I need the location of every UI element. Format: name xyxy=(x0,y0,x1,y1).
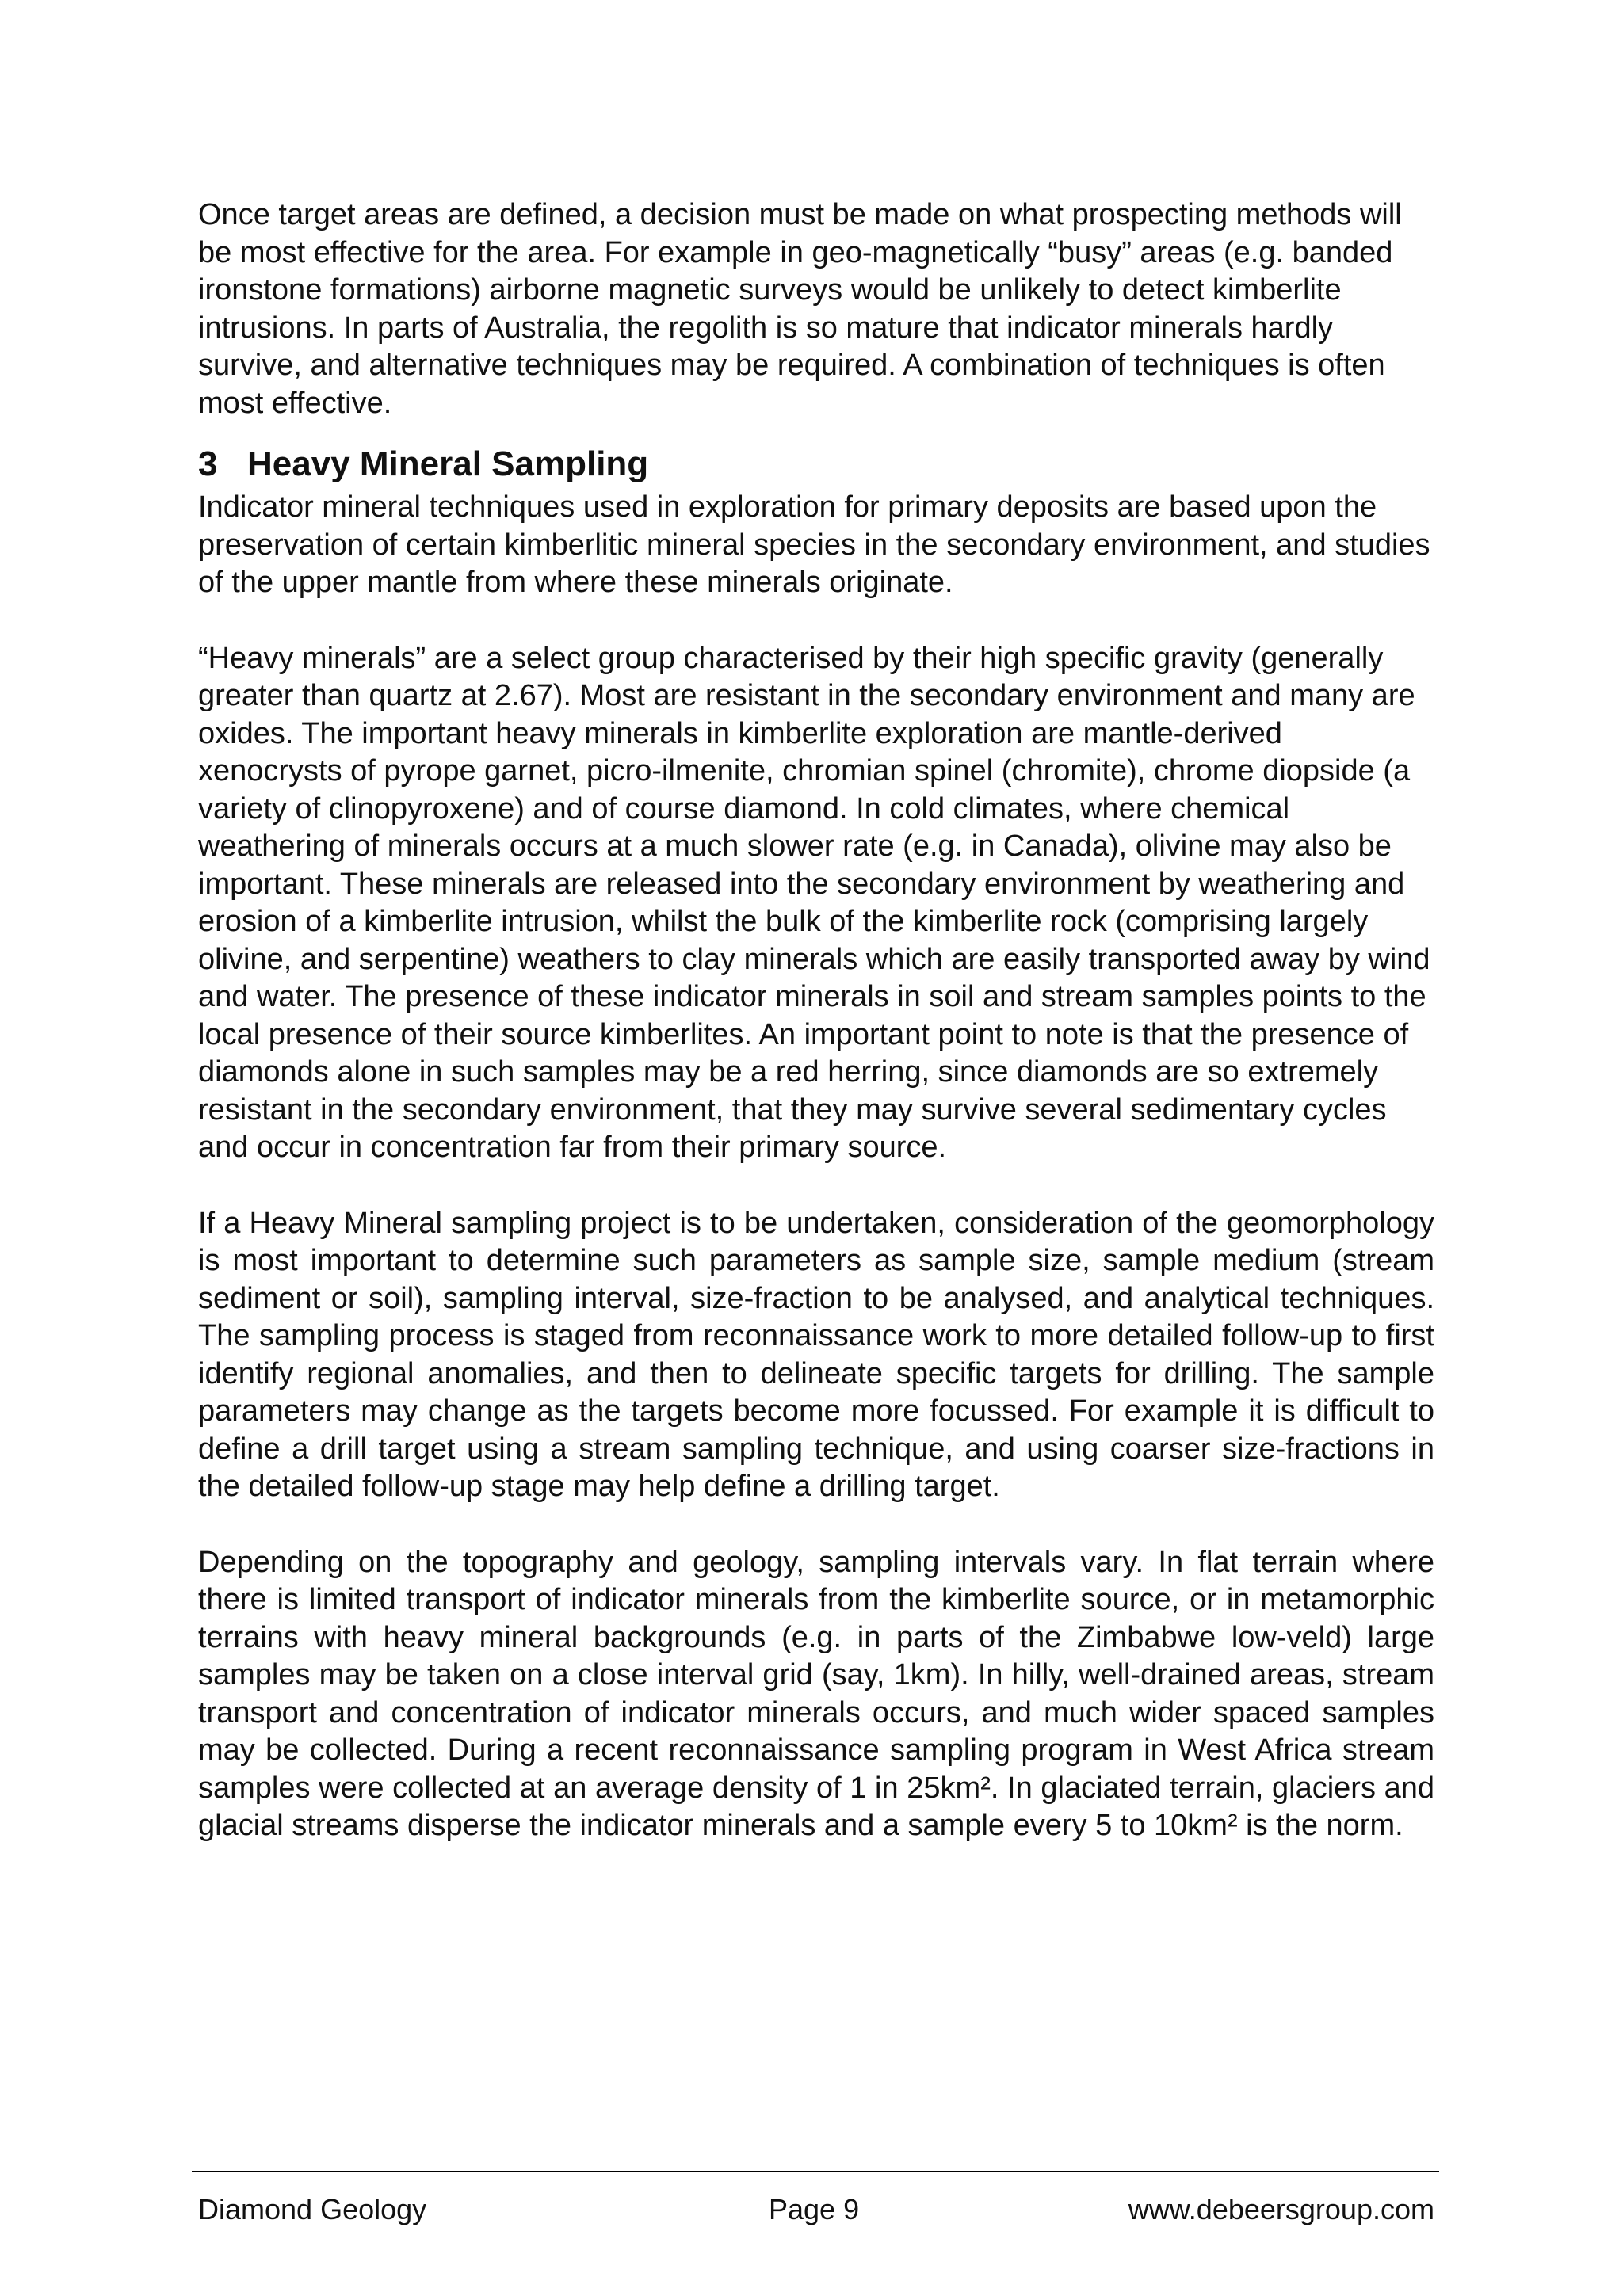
section-title: Heavy Mineral Sampling xyxy=(247,444,649,483)
footer-page-number: Page 9 xyxy=(769,2193,860,2225)
section-heading xyxy=(198,440,1434,489)
intro-paragraph: Once target areas are defined, a decision must be made on what prospecting methods will be most effective for the area. For example in geo-magnetically “busy” areas (e.g. banded ironstone formations) airborne magnetic surveys would be unlikely to detect kimberlite intrusions. In parts of Australia, the regolith is so mature that indicator minerals hardly survive, and alternative techniques may be required. A combination of techniques is often most effective. xyxy=(198,198,1402,420)
paragraph-heavy-minerals: “Heavy minerals” are a select group characterised by their high specific gravity (generally greater than quartz at 2.67). Most are resistant in the secondary environment and many are oxides. The important heavy minerals in kimberlite exploration are mantle-derived xenocrysts of pyrope garnet, picro-ilmenite, chromian spinel (chromite), chrome diopside (a variety of clinopyroxene) and of course diamond. In cold climates, where chemical weathering of minerals occurs at a much slower rate (e.g. in Canada), olivine may also be important. These minerals are released into the secondary environment by weathering and erosion of a kimberlite intrusion, whilst the bulk of the kimberlite rock (comprising largely olivine, and serpentine) weathers to clay minerals which are easily transported away by wind and water. The presence of these indicator minerals in soil and stream samples points to the local presence of their source kimberlites. An important point to note is that the presence of diamonds alone in such samples may be a red herring, since diamonds are so extremely resistant in the secondary environment, that they may survive several sedimentary cycles and occur in concentration far from their primary source. xyxy=(198,641,1430,1164)
paragraph-sampling-project: If a Heavy Mineral sampling project is to be undertaken, consideration of the geomorphology is most important to determine such parameters as sample size, sample medium (stream sediment or soil), sampling interval, size-fraction to be analysed, and analytical techniques. The sampling process is staged from reconnaissance work to more detailed follow-up to first identify regional anomalies, and then to delineate specific targets for drilling. The sample parameters may change as the targets become more focussed. For example it is difficult to define a drill target using a stream sampling technique, and using coarser size-fractions in the detailed follow-up stage may help define a drilling target. xyxy=(198,1206,1434,1503)
footer-website: www.debeersgroup.com xyxy=(1128,2193,1434,2225)
section-number: 3 xyxy=(198,444,218,483)
page-body xyxy=(198,196,1434,1845)
page-footer xyxy=(198,2190,1434,2229)
footer-document-title: Diamond Geology xyxy=(198,2193,427,2225)
footer-divider xyxy=(192,2171,1439,2172)
paragraph-sampling-intervals: Depending on the topography and geology, sampling intervals vary. In flat terrain where there is limited transport of indicator minerals from the kimberlite source, or in metamorphic terrains with heavy mineral backgrounds (e.g. in parts of the Zimbabwe low-veld) large samples may be taken on a close interval grid (say, 1km). In hilly, well-drained areas, stream transport and concentration of indicator minerals occurs, and much wider spaced samples may be collected. During a recent reconnaissance sampling program in West Africa stream samples were collected at an average density of 1 in 25km². In glaciated terrain, glaciers and glacial streams disperse the indicator minerals and a sample every 5 to 10km² is the norm. xyxy=(198,1545,1434,1842)
paragraph-indicator-techniques: Indicator mineral techniques used in exploration for primary deposits are based upon the preservation of certain kimberlitic mineral species in the secondary environment, and studies of the upper mantle from where these minerals originate. xyxy=(198,490,1430,599)
